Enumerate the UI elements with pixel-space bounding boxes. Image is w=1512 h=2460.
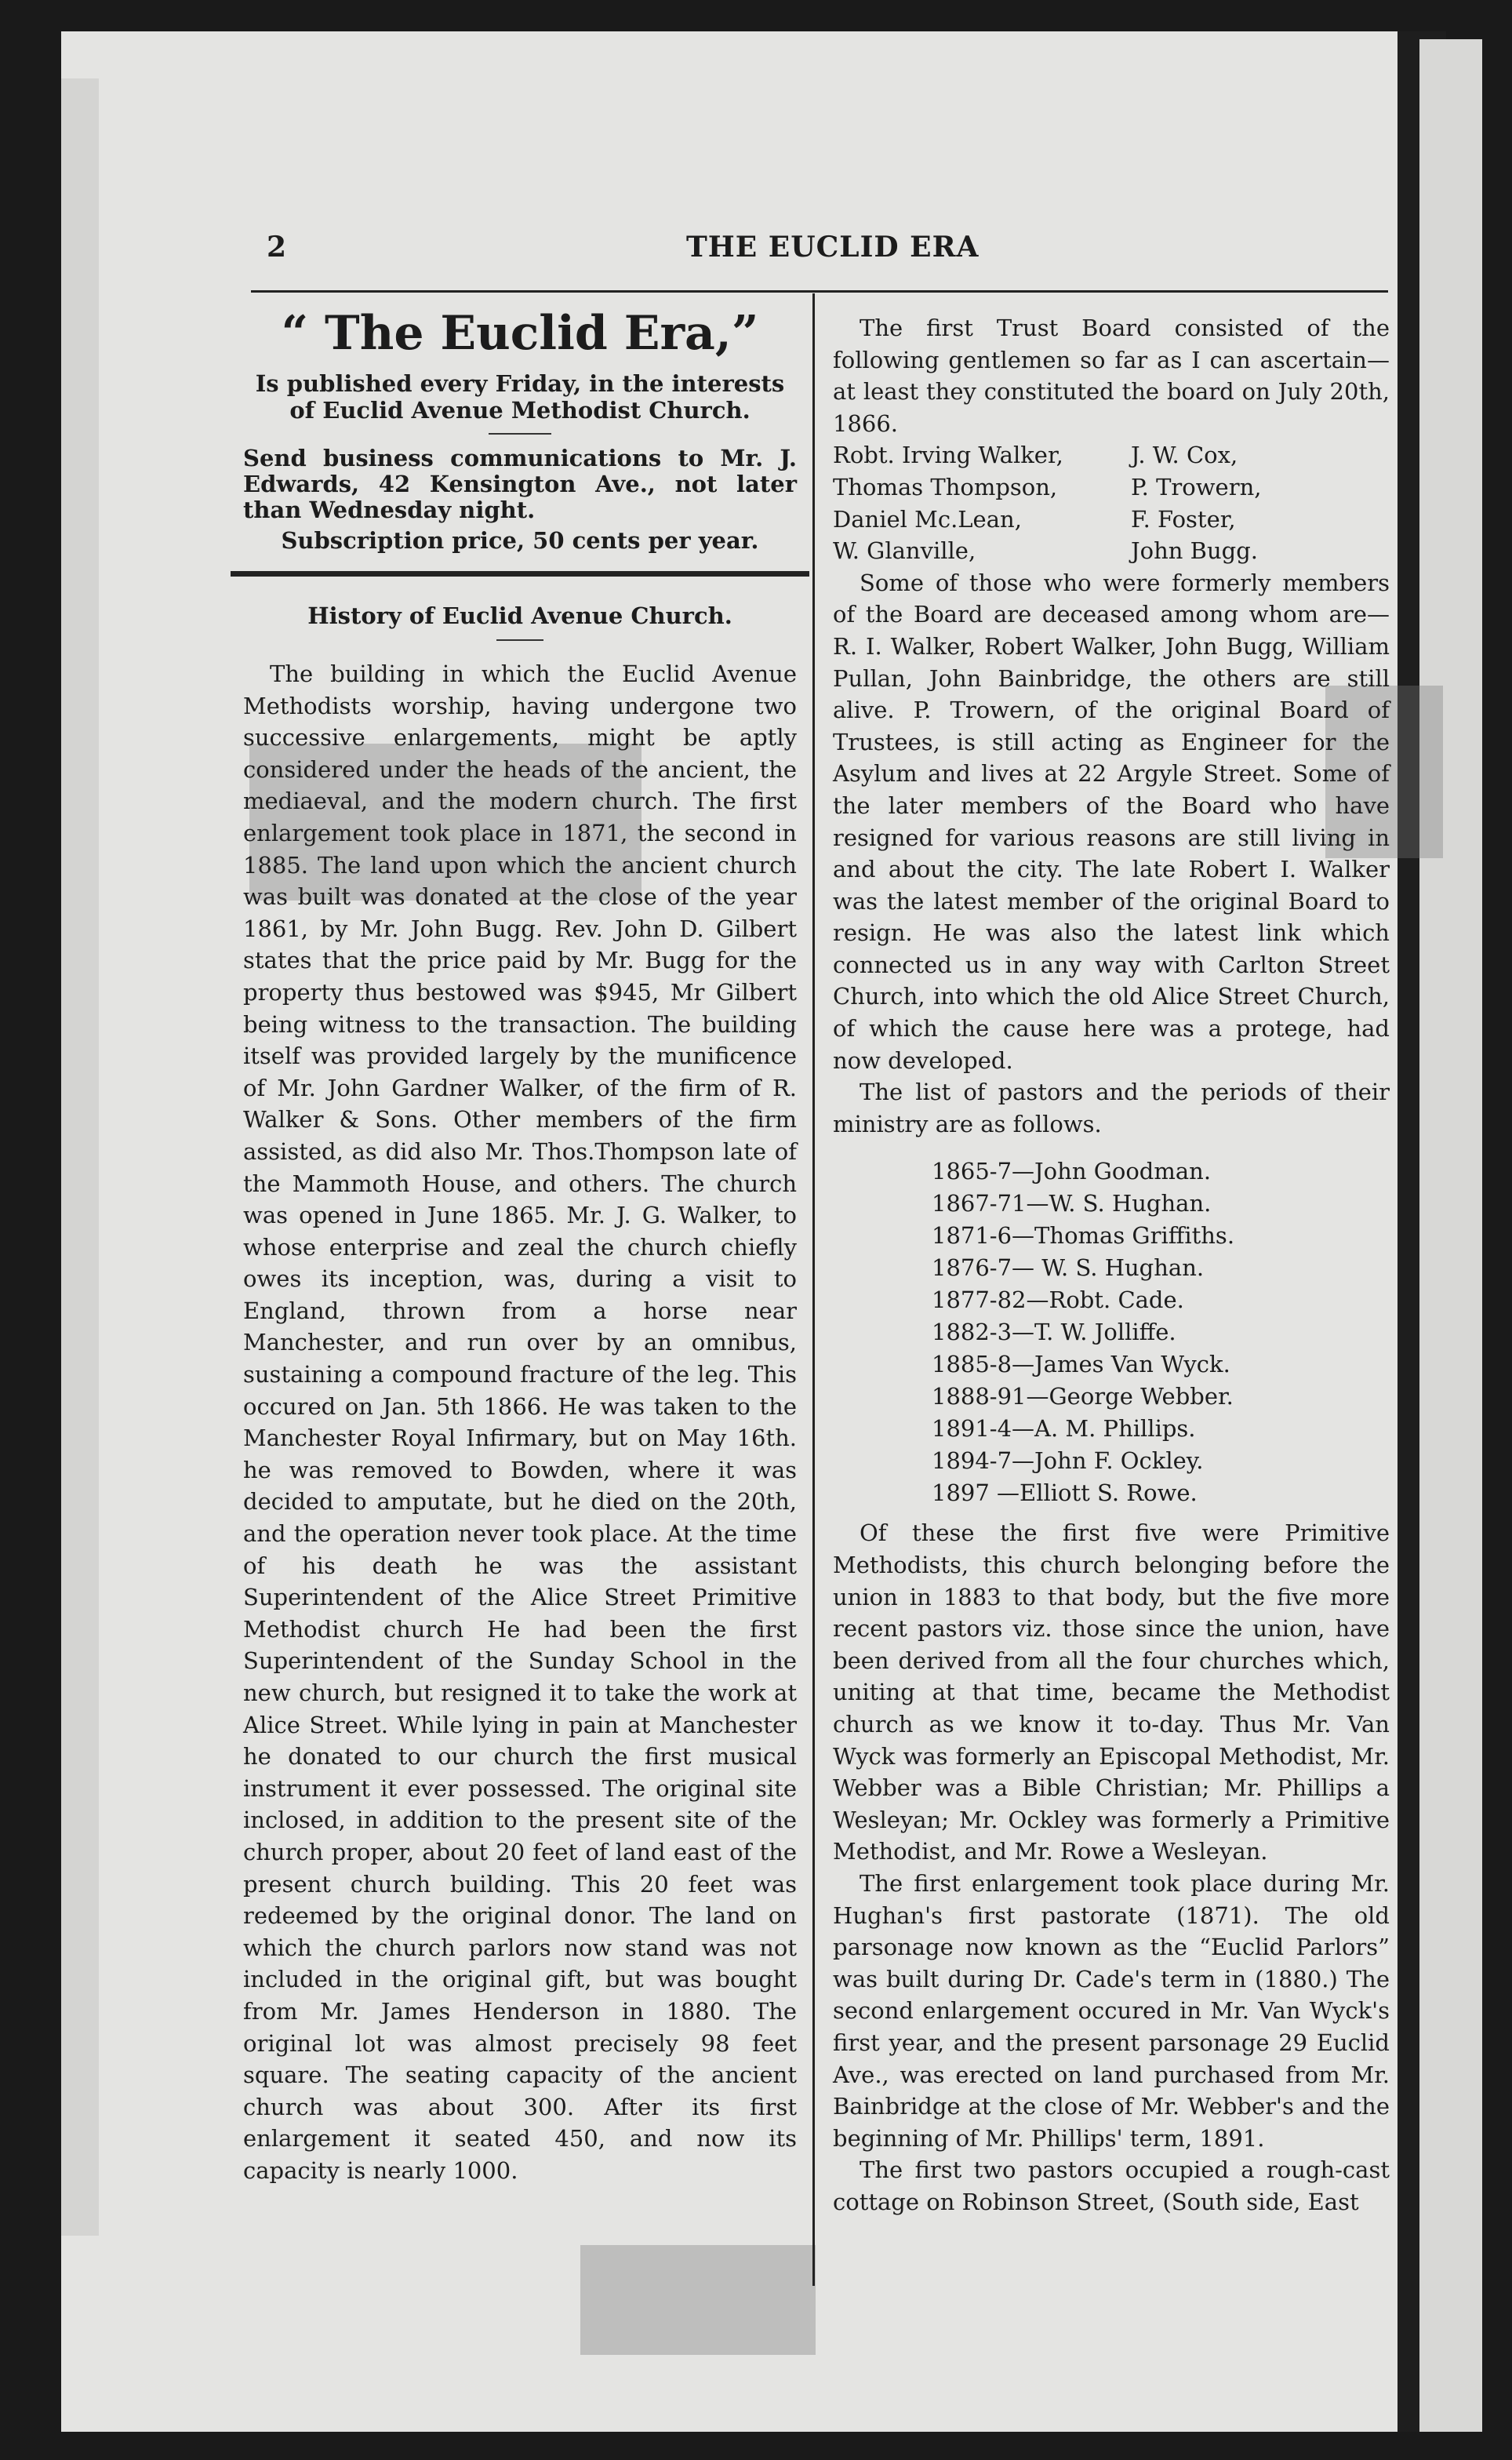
pastor-entry: 1894-7—John F. Ockley. <box>932 1447 1204 1475</box>
article-title: History of Euclid Avenue Church. <box>307 602 732 629</box>
title-rule <box>496 639 543 641</box>
pastor-entry: 1897 —Elliott S. Rowe. <box>932 1479 1198 1507</box>
pastor-entry: 1882-3—T. W. Jolliffe. <box>932 1319 1176 1346</box>
left-margin-strip <box>61 78 99 2236</box>
pastor-list <box>932 1155 1390 1509</box>
trustee-name: F. Foster, <box>1131 505 1236 533</box>
article-paragraph: The building in which the Euclid Avenue Methodists worship, having undergone two successive enlargements, might be aptly considered under the heads of the ancient, the mediaeval, and the modern church. The first enlargement took place in 1871, the second in 1885. The land upon which the ancient church was built was donated at the close of the year 1861, by Mr. John Bugg. Rev. John D. Gilbert states that the price paid by Mr. Bugg for the property thus bestowed was $945, Mr Gilbert being witness to the transaction. The building itself was provided largely by the munificence of Mr. John Gardner Walker, of the firm of R. Walker & Sons. Other members of the firm assisted, as did also Mr. Thos.Thompson late of the Mammoth House, and others. The church was opened in June 1865. Mr. J. G. Walker, to whose enterprise and zeal the church chiefly owes its inception, was, during a visit to England, thrown from a horse near Manchester, and run over by an omnibus, sustaining a compound fracture of the leg. This occured on Jan. 5th 1866. He was taken to the Manchester Royal Infirmary, but on May 16th. he was removed to Bowden, where it was decided to amputate, but he died on the 20th, and the operation never took place. At the time of his death he was the assistant Superintendent of the Alice Street Primitive Methodist church He had been the first Superintendent of the Sunday School in the new church, but resigned it to take the work at Alice Street. While lying in pain at Manchester he donated to our church the first musical instrument it ever possessed. The original site inclosed, in addition to the present site of the church proper, about 20 feet of land east of the present church building. This 20 feet was redeemed by the original donor. The land on which the church parlors now stand was not included in the original gift, but was bought from Mr. James Henderson in 1880. The original lot was almost precisely 98 feet square. The seating capacity of the ancient church was about 300. After its first enlargement it seated 450, and now its capacity is nearly 1000. <box>243 660 797 2184</box>
pastor-entry: 1891-4—A. M. Phillips. <box>932 1415 1196 1443</box>
page-number: 2 <box>267 231 287 264</box>
subscription-price: Subscription price, 50 cents per year. <box>281 527 759 554</box>
trustee-name: P. Trowern, <box>1131 473 1262 500</box>
article-paragraph: Of these the first five were Primitive Methodists, this church belonging before the union in 1883 to that body, but the five more recent pastors viz. those since the union, have been derived from all the four churches which, uniting at that time, became the Methodist church as we know it to-day. Thus Mr. Van Wyck was formerly an Episcopal Methodist, Mr. Webber was a Bible Christian; Mr. Phillips a Wesleyan; Mr. Ockley was formerly a Primitive Methodist, and Mr. Rowe a Wesleyan. <box>833 1519 1390 1865</box>
masthead-rule <box>489 433 551 435</box>
column-divider <box>812 293 815 2286</box>
pastors-intro: The list of pastors and the periods of their ministry are as follows. <box>833 1079 1390 1137</box>
trustee-name: J. W. Cox, <box>1131 442 1238 469</box>
header-rule <box>251 290 1388 293</box>
scan-smudge <box>580 2245 816 2355</box>
article-paragraph: The first enlargement took place during Mr. Hughan's first pastorate (1871). The old parsonage now known as the “Euclid Parlors” was built during Dr. Cade's term in (1880.) The second enlargement occured in Mr. Van Wyck's first year, and the present parsonage 29 Euclid Ave., was erected on land purchased from Mr. Bainbridge at the close of Mr. Webber's and the beginning of Mr. Phillips' term, 1891. <box>833 1869 1390 2152</box>
masthead-thick-rule <box>231 571 809 577</box>
trustee-name: Daniel Mc.Lean, <box>833 505 1022 533</box>
masthead-title: “ The Euclid Era,” <box>281 306 759 361</box>
pastor-entry: 1877-82—Robt. Cade. <box>932 1286 1184 1314</box>
trustee-name: Robt. Irving Walker, <box>833 442 1063 469</box>
pastor-entry: 1871-6—Thomas Griffiths. <box>932 1222 1235 1250</box>
article-paragraph: Some of those who were formerly members of the Board are deceased among whom are—R. I. Walker, Robert Walker, John Bugg, William Pullan, John Bainbridge, the others are still alive. P. Trowern, of the original Board of Trustees, is still acting as Engineer for the Asylum and lives at 22 Argyle Street. Some of the later members of the Board who have resigned for various reasons are still living in and about the city. The late Robert I. Walker was the latest member of the original Board to resign. He was also the latest link which connected us in any way with Carlton Street Church, into which the old Alice Street Church, of which the cause here was a protege, had now developed. <box>833 569 1390 1074</box>
pastor-entry: 1865-7—John Goodman. <box>932 1158 1212 1185</box>
pastor-entry: 1876-7— W. S. Hughan. <box>932 1254 1205 1282</box>
trustee-list <box>833 439 1390 566</box>
page-header <box>267 231 1388 270</box>
trustee-name: John Bugg. <box>1131 537 1258 565</box>
article-paragraph: The first two pastors occupied a rough-cast cottage on Robinson Street, (South side, East <box>833 2156 1390 2215</box>
trust-board-intro: The first Trust Board consisted of the following gentlemen so far as I can ascertain—at least they constituted the board on July 20th, 1866. <box>833 315 1390 437</box>
right-column <box>833 312 1390 2218</box>
publication-info: Is published every Friday, in the interests of Euclid Avenue Methodist Church. <box>255 370 785 424</box>
pastor-entry: 1888-91—George Webber. <box>932 1383 1234 1410</box>
business-notice: Send business communications to Mr. J. Edwards, 42 Kensington Ave., not later than Wednesday night. <box>243 445 797 523</box>
left-column <box>243 300 797 2187</box>
adjacent-page-edge <box>1419 39 1482 2432</box>
pastor-entry: 1885-8—James Van Wyck. <box>932 1351 1230 1378</box>
running-head: THE EUCLID ERA <box>686 231 980 264</box>
pastor-entry: 1867-71—W. S. Hughan. <box>932 1190 1212 1217</box>
trustee-name: W. Glanville, <box>833 537 976 565</box>
trustee-name: Thomas Thompson, <box>833 473 1058 500</box>
